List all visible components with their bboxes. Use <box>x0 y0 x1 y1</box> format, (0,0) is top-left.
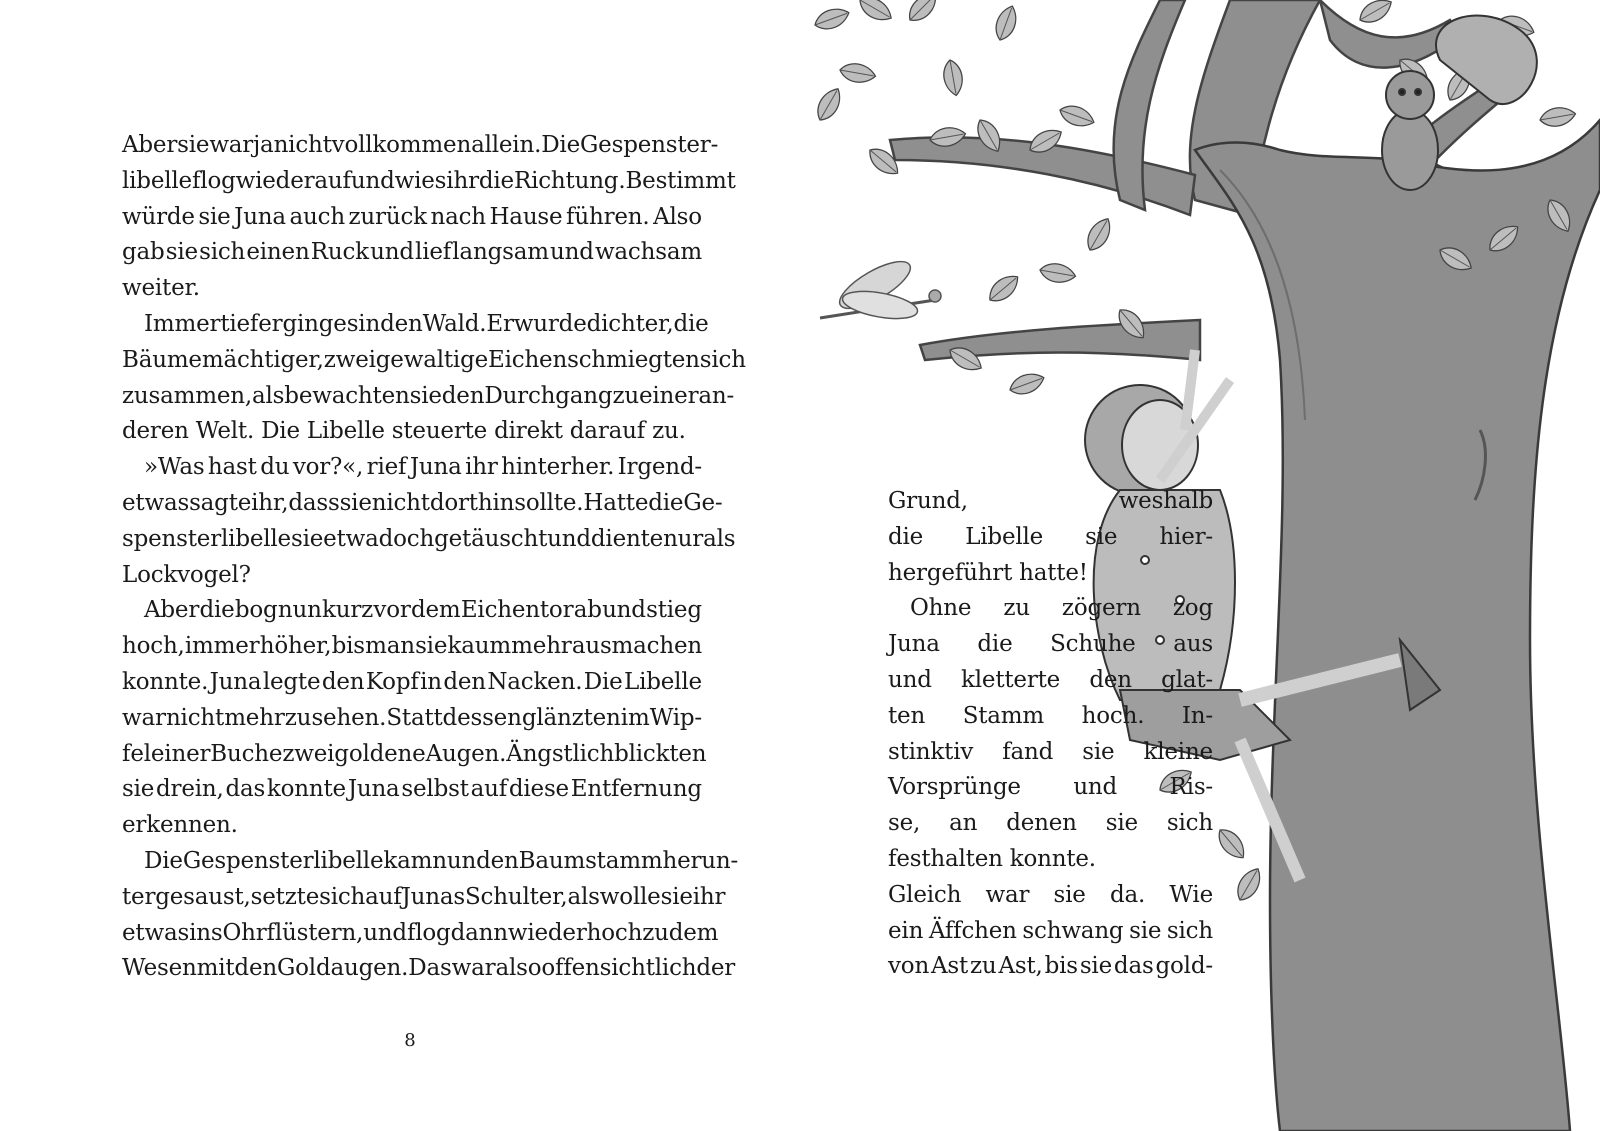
text-line: hergeführt hatte! <box>888 559 1088 586</box>
text-line: deren Welt. Die Libelle steuerte direkt darauf zu. <box>122 418 686 445</box>
text-line: se, an denen sie sich <box>888 810 1213 837</box>
text-line: erkennen. <box>122 812 238 839</box>
text-line: war nicht mehr zu sehen. Stattdessen glänzten im Wip- <box>122 704 702 731</box>
text-line: ein Äffchen schwang sie sich <box>888 917 1213 944</box>
tree-trunk <box>1195 120 1600 1131</box>
text-line: Juna die Schuhe aus <box>888 631 1213 658</box>
text-line: Ohne zu zögern zog <box>910 595 1213 622</box>
text-line: tergesaust, setzte sich auf Junas Schulter, als wolle sie ihr <box>122 883 726 910</box>
text-line: zusammen, als bewachten sie den Durchgang zu einer an- <box>122 382 735 409</box>
text-line: hoch, immer höher, bis man sie kaum mehr ausmachen <box>122 633 702 660</box>
page-number: 8 <box>404 1030 416 1051</box>
text-line: Grund, weshalb <box>888 488 1213 514</box>
right-page <box>800 0 1600 1131</box>
text-line: Vorsprünge und Ris- <box>888 774 1213 801</box>
text-line: und kletterte den glat- <box>888 666 1213 693</box>
text-line: fel einer Buche zwei goldene Augen. Ängstlich blickten <box>122 740 707 767</box>
text-line: von Ast zu Ast, bis sie das gold- <box>888 953 1213 980</box>
text-line: würde sie Juna auch zurück nach Hause führen. Also <box>122 203 702 230</box>
text-line: Aber sie war ja nicht vollkommen allein. Die Gespenster- <box>122 132 719 158</box>
text-line: Lockvogel? <box>122 561 251 588</box>
text-line: ten Stamm hoch. In- <box>888 702 1213 729</box>
text-line: Gleich war sie da. Wie <box>888 881 1213 908</box>
dragonfly <box>820 253 941 324</box>
text-line: »Was hast du vor?«, rief Juna ihr hinterher. Irgend- <box>144 454 702 481</box>
text-line: etwas ins Ohr flüstern, und flog dann wieder hoch zu dem <box>122 919 719 946</box>
text-line: stinktiv fand sie kleine <box>888 738 1213 765</box>
text-line: Die Gespensterlibelle kam nun den Baumstamm herun- <box>144 847 739 874</box>
text-line: weiter. <box>122 275 200 302</box>
text-line: spensterlibelle sie etwa doch getäuscht und diente nur als <box>122 525 736 552</box>
text-line: Aber die bog nun kurz vor dem Eichentor ab und stieg <box>144 597 702 624</box>
text-line: festhalten konnte. <box>888 845 1096 872</box>
left-text-block <box>122 128 746 987</box>
text-line: Wesen mit den Goldaugen. Das war also offensichtlich der <box>122 955 736 982</box>
text-line: etwas sagte ihr, dass sie nicht dorthin sollte. Hatte die Ge- <box>122 489 723 516</box>
text-line: libelle flog wieder auf und wies ihr die Richtung. Bestimmt <box>122 167 736 194</box>
text-line: sie drein, das konnte Juna selbst auf diese Entfernung <box>122 776 702 803</box>
text-line: gab sie sich einen Ruck und lief langsam und wachsam <box>122 239 702 266</box>
text-line: konnte. Juna legte den Kopf in den Nacken. Die Libelle <box>122 668 702 695</box>
text-line: Immer tiefer ging es in den Wald. Er wurde dichter, die <box>144 310 709 337</box>
right-text-block <box>888 484 1213 985</box>
text-line: die Libelle sie hier- <box>888 523 1213 550</box>
text-line: Bäume mächtiger, zwei gewaltige Eichen schmiegten sich <box>122 346 746 373</box>
